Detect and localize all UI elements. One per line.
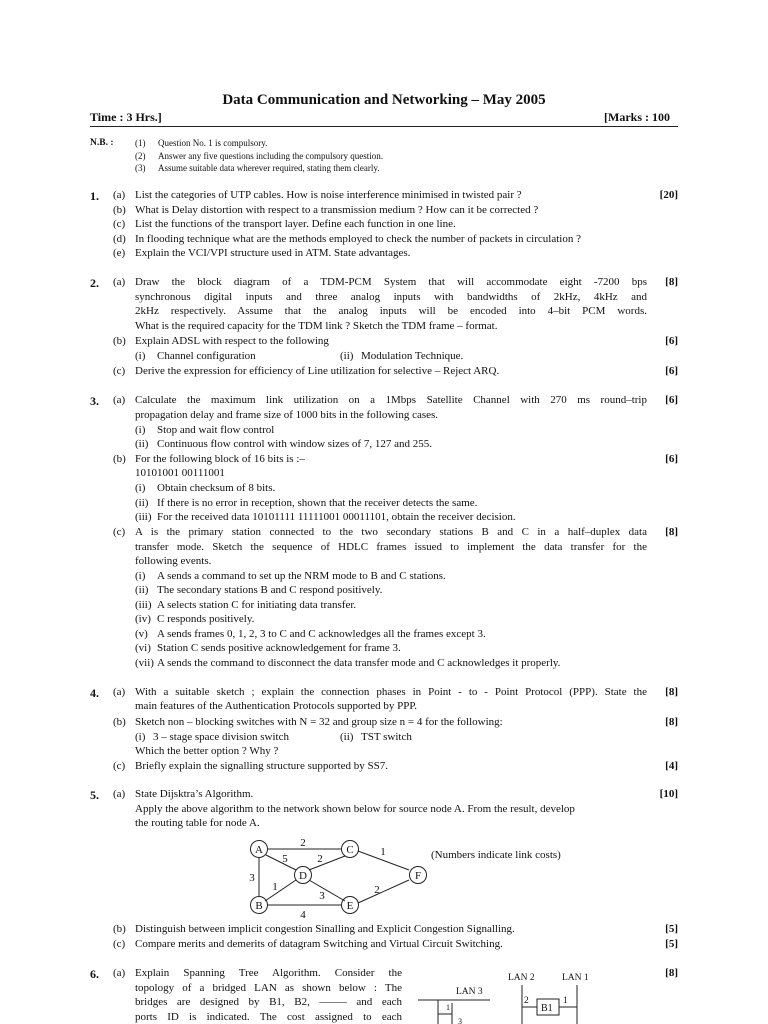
paper-title: Data Communication and Networking – May 2005	[222, 92, 546, 108]
node-label: D	[299, 870, 307, 882]
edge-cost: 1	[380, 846, 386, 858]
question-text: Modulation Technique.	[361, 350, 464, 362]
part-label: (b)	[113, 335, 126, 347]
lan2-label: LAN 2	[508, 973, 535, 983]
nb-item-num: (2)	[135, 151, 146, 161]
subpart-label: (ii)	[135, 584, 149, 596]
subpart-label: (i)	[135, 350, 146, 362]
lan1-label: LAN 1	[562, 973, 589, 983]
question-text: A sends a command to set up the NRM mode to B and C stations.	[157, 570, 446, 582]
port-id: 1	[446, 1003, 450, 1012]
lan3-label: LAN 3	[456, 987, 483, 997]
question-text: TST switch	[361, 731, 412, 743]
question-text: A is the primary station connected to the two secondary stations B and C in a half–duplex data	[135, 526, 647, 538]
question-text: If there is no error in reception, shown that the receiver detects the same.	[157, 497, 478, 509]
question-text: List the categories of UTP cables. How is noise interference minimised in twisted pair ?	[135, 189, 522, 201]
question-text: What is Delay distortion with respect to a transmission medium ? How can it be corrected ?	[135, 204, 539, 216]
question-text: What is the required capacity for the TDM link ? Sketch the TDM frame – format.	[135, 320, 498, 332]
edge-cost: 3	[319, 890, 325, 902]
part-label: (e)	[113, 247, 126, 259]
subpart-label: (i)	[135, 424, 146, 436]
subpart-label: (iv)	[135, 613, 151, 625]
marks-label: [8]	[665, 526, 678, 538]
question-text: Which the better option ? Why ?	[135, 745, 279, 757]
question-number: 5.	[90, 788, 99, 802]
part-label: (a)	[113, 189, 126, 201]
nb-item-text: Question No. 1 is compulsory.	[158, 138, 268, 148]
subpart-label: (ii)	[340, 731, 354, 743]
question-text: bridges are designed by B1, B2, ––––– and each	[135, 996, 402, 1008]
question-text: A sends frames 0, 1, 2, 3 to C and C acknowledges all the frames except 3.	[157, 628, 486, 640]
question-text: In flooding technique what are the methods employed to check the number of packets in circulation ?	[135, 233, 581, 245]
subpart-label: (i)	[135, 482, 146, 494]
part-label: (a)	[113, 686, 126, 698]
marks-label: [20]	[659, 189, 678, 201]
question-text: Explain Spanning Tree Algorithm. Consider the	[135, 967, 402, 979]
marks-label: [5]	[665, 938, 678, 950]
edge-cost: 2	[317, 853, 323, 865]
node-label: F	[414, 870, 422, 882]
part-label: (c)	[113, 760, 126, 772]
question-text: Compare merits and demerits of datagram Switching and Virtual Circuit Switching.	[135, 938, 503, 950]
bridge-b1-label: B1	[541, 1003, 553, 1014]
marks-label: [8]	[665, 276, 678, 288]
nb-item-num: (1)	[135, 138, 146, 148]
question-text: State Dijsktra’s Algorithm.	[135, 788, 254, 800]
question-text: For the following block of 16 bits is :–	[135, 453, 305, 465]
question-text: Briefly explain the signalling structure supported by SS7.	[135, 760, 388, 772]
part-label: (c)	[113, 526, 126, 538]
marks-label: [5]	[665, 923, 678, 935]
marks-label: [4]	[665, 760, 678, 772]
question-number: 2.	[90, 276, 99, 290]
question-text: Obtain checksum of 8 bits.	[157, 482, 276, 494]
port-id: 3	[458, 1017, 462, 1024]
part-label: (c)	[113, 365, 126, 377]
question-text: Apply the above algorithm to the network shown below for source node A. From the result, develop	[135, 803, 575, 815]
subpart-label: (vi)	[135, 642, 151, 654]
part-label: (c)	[113, 218, 126, 230]
question-text: Explain the VCI/VPI structure used in ATM. State advantages.	[135, 247, 411, 259]
edge-cost: 2	[374, 884, 380, 896]
subpart-label: (iii)	[135, 599, 152, 611]
question-text: The secondary stations B and C respond positively.	[157, 584, 383, 596]
question-text: List the functions of the transport layer. Define each function in one line.	[135, 218, 456, 230]
question-text: ports ID is indicated. The cost assigned to each	[135, 1011, 402, 1023]
question-text: the routing table for node A.	[135, 817, 260, 829]
question-text: A sends the command to disconnect the data transfer mode and C acknowledges it properly.	[157, 657, 561, 669]
node-label: A	[255, 844, 263, 856]
question-text: main features of the Authentication Protocols supported by PPP.	[135, 700, 417, 712]
question-text: C responds positively.	[157, 613, 255, 625]
marks-label: [8]	[665, 716, 678, 728]
subpart-label: (ii)	[135, 497, 149, 509]
question-text: Station C sends positive acknowledgement for frame 3.	[157, 642, 401, 654]
marks-label: [6]	[665, 335, 678, 347]
question-text: Channel configuration	[157, 350, 256, 362]
part-label: (b)	[113, 204, 126, 216]
subpart-label: (ii)	[340, 350, 354, 362]
question-text: A selects station C for initiating data transfer.	[157, 599, 357, 611]
edge-cost: 5	[282, 853, 288, 865]
edge-cost: 2	[300, 837, 306, 849]
question-text: Continuous flow control with window sizes of 7, 127 and 255.	[157, 438, 432, 450]
subpart-label: (ii)	[135, 438, 149, 450]
marks-label: [6]	[665, 394, 678, 406]
marks-label: [6]	[665, 453, 678, 465]
marks-label: [8]	[665, 967, 678, 979]
marks-label: [8]	[665, 686, 678, 698]
edge-cost: 3	[249, 872, 255, 884]
marks-label: [6]	[665, 365, 678, 377]
subpart-label: (i)	[135, 731, 146, 743]
question-text: For the received data 10101111 11111001 00011101, obtain the receiver decision.	[157, 511, 516, 523]
subpart-label: (v)	[135, 628, 148, 640]
question-text: With a suitable sketch ; explain the connection phases in Point - to - Point Protocol (PPP). State the	[135, 686, 647, 698]
total-marks: [Marks : 100	[604, 110, 670, 124]
marks-label: [10]	[659, 788, 678, 800]
nb-item-num: (3)	[135, 163, 146, 173]
question-text: Stop and wait flow control	[157, 424, 275, 436]
question-text: propagation delay and frame size of 1000 bits in the following cases.	[135, 409, 439, 421]
subpart-label: (vii)	[135, 657, 154, 669]
bit-block: 10101001 00111001	[135, 467, 225, 479]
node-label: C	[346, 844, 354, 856]
question-text: following events.	[135, 555, 212, 567]
question-number: 6.	[90, 967, 99, 981]
question-number: 3.	[90, 394, 99, 408]
question-text: Sketch non – blocking switches with N = 32 and group size n = 4 for the following:	[135, 716, 503, 728]
part-label: (a)	[113, 788, 126, 800]
question-text: Calculate the maximum link utilization on a 1Mbps Satellite Channel with 270 ms round–trip	[135, 394, 647, 406]
question-text: transfer mode. Sketch the sequence of HDLC frames issued to implement the data transfer for the	[135, 541, 647, 553]
question-number: 1.	[90, 189, 99, 203]
port-id: 1	[563, 996, 568, 1006]
question-text: topology of a bridged LAN as shown below : The	[135, 982, 402, 994]
nb-label: N.B. :	[90, 138, 114, 148]
subpart-label: (iii)	[135, 511, 152, 523]
question-text: Explain ADSL with respect to the following	[135, 335, 329, 347]
nb-item-text: Assume suitable data wherever required, stating them clearly.	[158, 163, 380, 173]
part-label: (c)	[113, 938, 126, 950]
nb-item-text: Answer any five questions including the compulsory question.	[158, 151, 383, 161]
part-label: (a)	[113, 967, 126, 979]
part-label: (b)	[113, 923, 126, 935]
graph-note: (Numbers indicate link costs)	[431, 849, 561, 861]
time-allowed: Time : 3 Hrs.]	[90, 110, 162, 124]
part-label: (d)	[113, 233, 126, 245]
subpart-label: (i)	[135, 570, 146, 582]
question-text: 3 – stage space division switch	[153, 731, 289, 743]
question-text: Derive the expression for efficiency of Line utilization for selective – Reject ARQ.	[135, 365, 500, 377]
part-label: (a)	[113, 276, 126, 288]
question-text: 2kHz respectively. Assume that the analog inputs will be encoded into 4–bit PCM words.	[135, 305, 647, 317]
edge-cost: 1	[272, 881, 278, 893]
edge-cost: 4	[300, 909, 306, 921]
question-text: Draw the block diagram of a TDM-PCM System that will accommodate eight -7200 bps	[135, 276, 647, 288]
node-label: B	[255, 900, 263, 912]
part-label: (a)	[113, 394, 126, 406]
port-id: 2	[524, 996, 529, 1006]
question-number: 4.	[90, 686, 99, 700]
node-label: E	[346, 900, 354, 912]
part-label: (b)	[113, 453, 126, 465]
part-label: (b)	[113, 716, 126, 728]
question-text: synchronous digital inputs and three analog inputs with bandwidths of 2kHz, 4kHz and	[135, 291, 647, 303]
question-text: Distinguish between implicit congestion Sinalling and Explicit Congestion Signalling.	[135, 923, 515, 935]
